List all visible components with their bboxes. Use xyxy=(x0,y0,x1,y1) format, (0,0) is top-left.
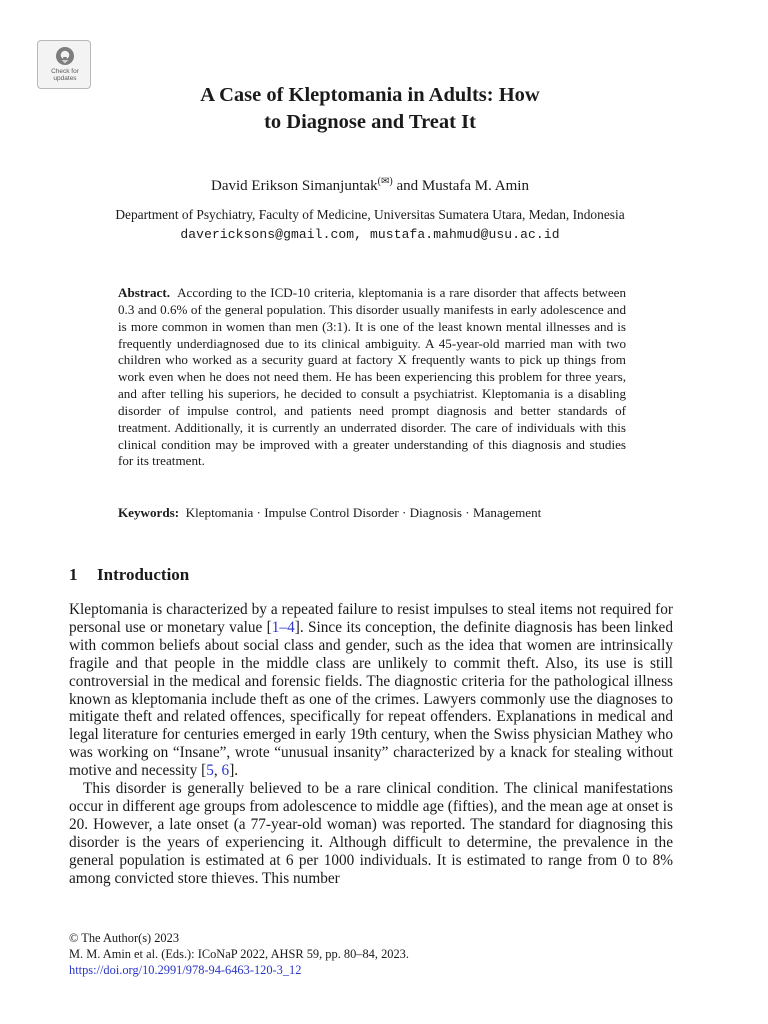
keywords-text: Kleptomania · Impulse Control Disorder · Diagnosis · Management xyxy=(185,505,542,520)
keywords-label: Keywords: xyxy=(118,505,180,520)
author-name: David Erikson Simanjuntak xyxy=(211,178,378,194)
title-line-2: to Diagnose and Treat It xyxy=(264,111,476,133)
author-list xyxy=(60,172,680,196)
abstract-text: According to the ICD-10 criteria, kleptomania is a rare disorder that affects between 0.3 and 0.6% of the general population. This disorder usually manifests in early adolescence and is more common in women than men (3:1). It is one of the least known mental illnesses and is frequently underdiagnosed due to its clinical ambiguity. A 45-year-old married man with two children who worked as a security guard at factory X frequently wants to pick up things from work even when he does not need them. He has been experiencing this problem for three years, and after telling his superiors, he decided to consult a psychiatrist. Kleptomania is a disabling disorder of impulse control, and patients need prompt diagnosis and better standards of treatment. Additionally, it is currently an underrated disorder. The care of individuals with this clinical condition may be improved with a greater understanding of this diagnosis and studies for its treatment. xyxy=(118,285,627,469)
body-text xyxy=(69,601,673,888)
update-check-icon xyxy=(55,46,75,66)
corresponding-author-envelope-icon[interactable]: (✉) xyxy=(377,176,393,187)
section-heading xyxy=(69,564,189,586)
doi-link[interactable]: https://doi.org/10.2991/978-94-6463-120-3_12 xyxy=(69,963,302,977)
copyright-line: © The Author(s) 2023 xyxy=(69,931,180,945)
title-line-1: A Case of Kleptomania in Adults: How xyxy=(200,84,540,106)
citation-link[interactable]: 6 xyxy=(221,762,230,780)
section-title: Introduction xyxy=(97,565,190,584)
badge-label xyxy=(38,68,92,82)
citation-link[interactable]: 5 xyxy=(206,762,214,780)
badge-line-1: Check for xyxy=(51,68,79,75)
text-run: Kleptomania is characterized by a repeated failure to resist impulses to steal items not required for personal use or monetary value [ xyxy=(69,601,673,636)
text-run: ]. xyxy=(229,762,239,780)
keywords xyxy=(118,504,638,521)
author-emails: davericksons@gmail.com, mustafa.mahmud@usu.ac.id xyxy=(180,227,560,242)
citation-link[interactable]: 1–4 xyxy=(271,618,295,636)
paper-title xyxy=(60,82,680,136)
badge-line-2: updates xyxy=(53,75,77,82)
author-name: Mustafa M. Amin xyxy=(421,178,529,194)
section-number: 1 xyxy=(69,565,78,584)
abstract xyxy=(118,285,626,470)
citation-line: M. M. Amin et al. (Eds.): ICoNaP 2022, AHSR 59, pp. 80–84, 2023. xyxy=(69,947,409,961)
abstract-label: Abstract. xyxy=(118,285,170,300)
author-joiner: and xyxy=(392,178,422,194)
paragraph: This disorder is generally believed to be a rare clinical condition. The clinical manifestations occur in different age groups from adolescence to middle age (fifties), and the mean age at onset is 20. However, a late onset (a 77-year-old woman) was reported. The standard for diagnosing this disorder is the years of experiencing it. Although difficult to determine, the prevalence in the general population is estimated at 6 per 1000 individuals. It is estimated to range from 0 to 8% among convicted store thieves. This number xyxy=(69,780,673,887)
text-run: ]. Since its conception, the definite diagnosis has been linked with common beliefs about social class and gender, such as the idea that women are intrinsically fragile and that people in the middle class are unlikely to commit theft. Also, its use is still controversial in the medical and forensic fields. The diagnostic criteria for the pathological illness known as kleptomania include theft as one of the crimes. Lawyers commonly use the diagnoses to mitigate theft and related offences, specifically for repeat offenders. Explanations in medical and legal literature for centuries emerged in early 19th century, when the Swiss physician Mathey who was working on “Insane”, wrote “unusual insanity” characterized by a knack for stealing without motive and necessity [ xyxy=(69,618,673,780)
paragraph xyxy=(69,601,673,780)
footer xyxy=(69,930,409,978)
text-run: , xyxy=(213,762,222,780)
affiliation: Department of Psychiatry, Faculty of Medicine, Universitas Sumatera Utara, Medan, Indonesia xyxy=(115,207,625,222)
